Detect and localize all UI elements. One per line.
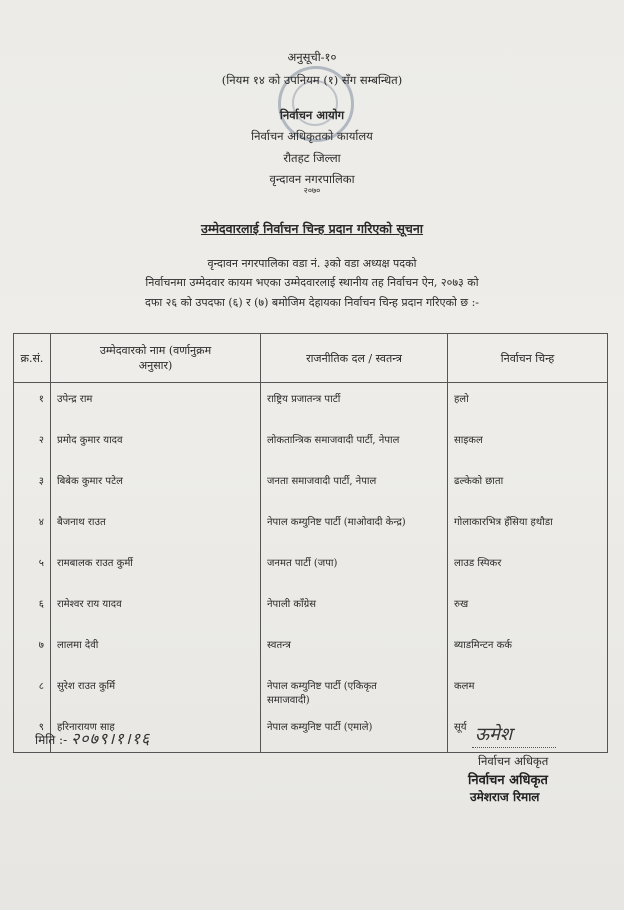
- date-handwritten: २०७९।१।१६: [70, 729, 151, 748]
- row-party-line-2: समाजवादी): [267, 695, 310, 706]
- row-serial: ६: [14, 588, 51, 629]
- date-line: [35, 727, 150, 749]
- row-candidate-name: बिबेक कुमार पटेल: [51, 465, 261, 506]
- row-candidate-name: लालमा देवी: [51, 629, 261, 670]
- row-party: नेपाल कम्युनिष्ट पार्टी (माओवादी केन्द्र): [261, 506, 448, 547]
- row-candidate-name: हरिनारायण साह: [51, 711, 261, 753]
- office-name: निर्वाचन अधिकृतको कार्यालय: [251, 129, 373, 143]
- table-row: [14, 547, 608, 588]
- candidate-table: [13, 333, 608, 753]
- row-symbol: लाउड स्पिकर: [448, 547, 608, 588]
- header-symbol: निर्वाचन चिन्ह: [448, 334, 608, 383]
- row-party: लोकतान्त्रिक समाजवादी पार्टी, नेपाल: [261, 424, 448, 465]
- row-candidate-name: रामेश्वर राय यादव: [51, 588, 261, 629]
- notice-title: उम्मेदवारलाई निर्वाचन चिन्ह प्रदान गरिएको सूचना: [200, 221, 424, 236]
- row-party: जनता समाजवादी पार्टी, नेपाल: [261, 465, 448, 506]
- row-symbol: कलम: [448, 670, 608, 711]
- row-party: जनमत पार्टी (जपा): [261, 547, 448, 588]
- officer-stamp-title: निर्वाचन अधिकृत: [468, 773, 548, 788]
- notice-paragraph-line-3: दफा २६ को उपदफा (६) र (७) बमोजिम देहायका निर्वाचन चिन्ह प्रदान गरिएको छ :-: [145, 296, 479, 309]
- row-serial: ५: [14, 547, 51, 588]
- row-serial: ८: [14, 670, 51, 711]
- row-serial: ९: [14, 711, 51, 753]
- row-candidate-name: रामबालक राउत कुर्मी: [51, 547, 261, 588]
- row-party: नेपाली काँग्रेस: [261, 588, 448, 629]
- table-row: [14, 424, 608, 465]
- row-party-line-1: नेपाल कम्युनिष्ट पार्टी (एकिकृत: [267, 681, 377, 692]
- signature-line: [472, 747, 556, 748]
- row-candidate-name: बैजनाथ राउत: [51, 506, 261, 547]
- table-row: [14, 588, 608, 629]
- notice-paragraph-line-1: वृन्दावन नगरपालिका वडा नं. ३को वडा अध्यक्ष पदको: [207, 257, 417, 270]
- row-symbol: साइकल: [448, 424, 608, 465]
- seal-year: २०७०: [303, 186, 321, 195]
- header-candidate-name: [51, 334, 261, 383]
- row-party: स्वतन्त्र: [261, 629, 448, 670]
- table-row: [14, 465, 608, 506]
- row-serial: २: [14, 424, 51, 465]
- row-symbol: ढल्केको छाता: [448, 465, 608, 506]
- table-header-row: [14, 334, 608, 383]
- row-candidate-name: सुरेश राउत कुर्मि: [51, 670, 261, 711]
- row-serial: ४: [14, 506, 51, 547]
- signature: ऊमेश: [475, 724, 513, 745]
- schedule-label: अनुसूची-१०: [287, 50, 337, 64]
- rule-reference: (नियम १४ को उपनियम (१) सँग सम्बन्धित): [221, 73, 403, 87]
- row-symbol: सूर्य: [448, 711, 608, 753]
- table-row: [14, 629, 608, 670]
- row-symbol: हलो: [448, 383, 608, 425]
- header-name-line-1: उम्मेदवारको नाम (वर्णानुक्रम: [99, 344, 212, 357]
- table-row: [14, 670, 608, 711]
- row-serial: ३: [14, 465, 51, 506]
- table-row: [14, 383, 608, 425]
- header-name-line-2: अनुसार): [138, 359, 173, 372]
- notice-paragraph-line-2: निर्वाचनमा उम्मेदवार कायम भएका उम्मेदवारलाई स्थानीय तह निर्वाचन ऐन, २०७३ को: [145, 276, 479, 289]
- row-candidate-name: प्रमोद कुमार यादव: [51, 424, 261, 465]
- commission-name: निर्वाचन आयोग: [279, 108, 345, 122]
- district-name: रौतहट जिल्ला: [283, 151, 341, 165]
- date-label: मिति :-: [35, 733, 68, 747]
- header-party: राजनीतिक दल / स्वतन्त्र: [261, 334, 448, 383]
- row-serial: १: [14, 383, 51, 425]
- row-candidate-name: उपेन्द्र राम: [51, 383, 261, 425]
- row-party: [261, 670, 448, 711]
- header-serial: क्र.सं.: [14, 334, 51, 383]
- municipality-name: वृन्दावन नगरपालिका: [269, 172, 355, 186]
- row-symbol: रुख: [448, 588, 608, 629]
- row-symbol: गोलाकारभित्र हँसिया हथौडा: [448, 506, 608, 547]
- table-row: [14, 506, 608, 547]
- row-party: राष्ट्रिय प्रजातन्त्र पार्टी: [261, 383, 448, 425]
- officer-stamp-name: उमेशराज रिमाल: [470, 790, 540, 804]
- row-serial: ७: [14, 629, 51, 670]
- row-party: नेपाल कम्युनिष्ट पार्टी (एमाले): [261, 711, 448, 753]
- row-symbol: ब्याडमिन्टन कर्क: [448, 629, 608, 670]
- officer-title: निर्वाचन अधिकृत: [478, 754, 549, 768]
